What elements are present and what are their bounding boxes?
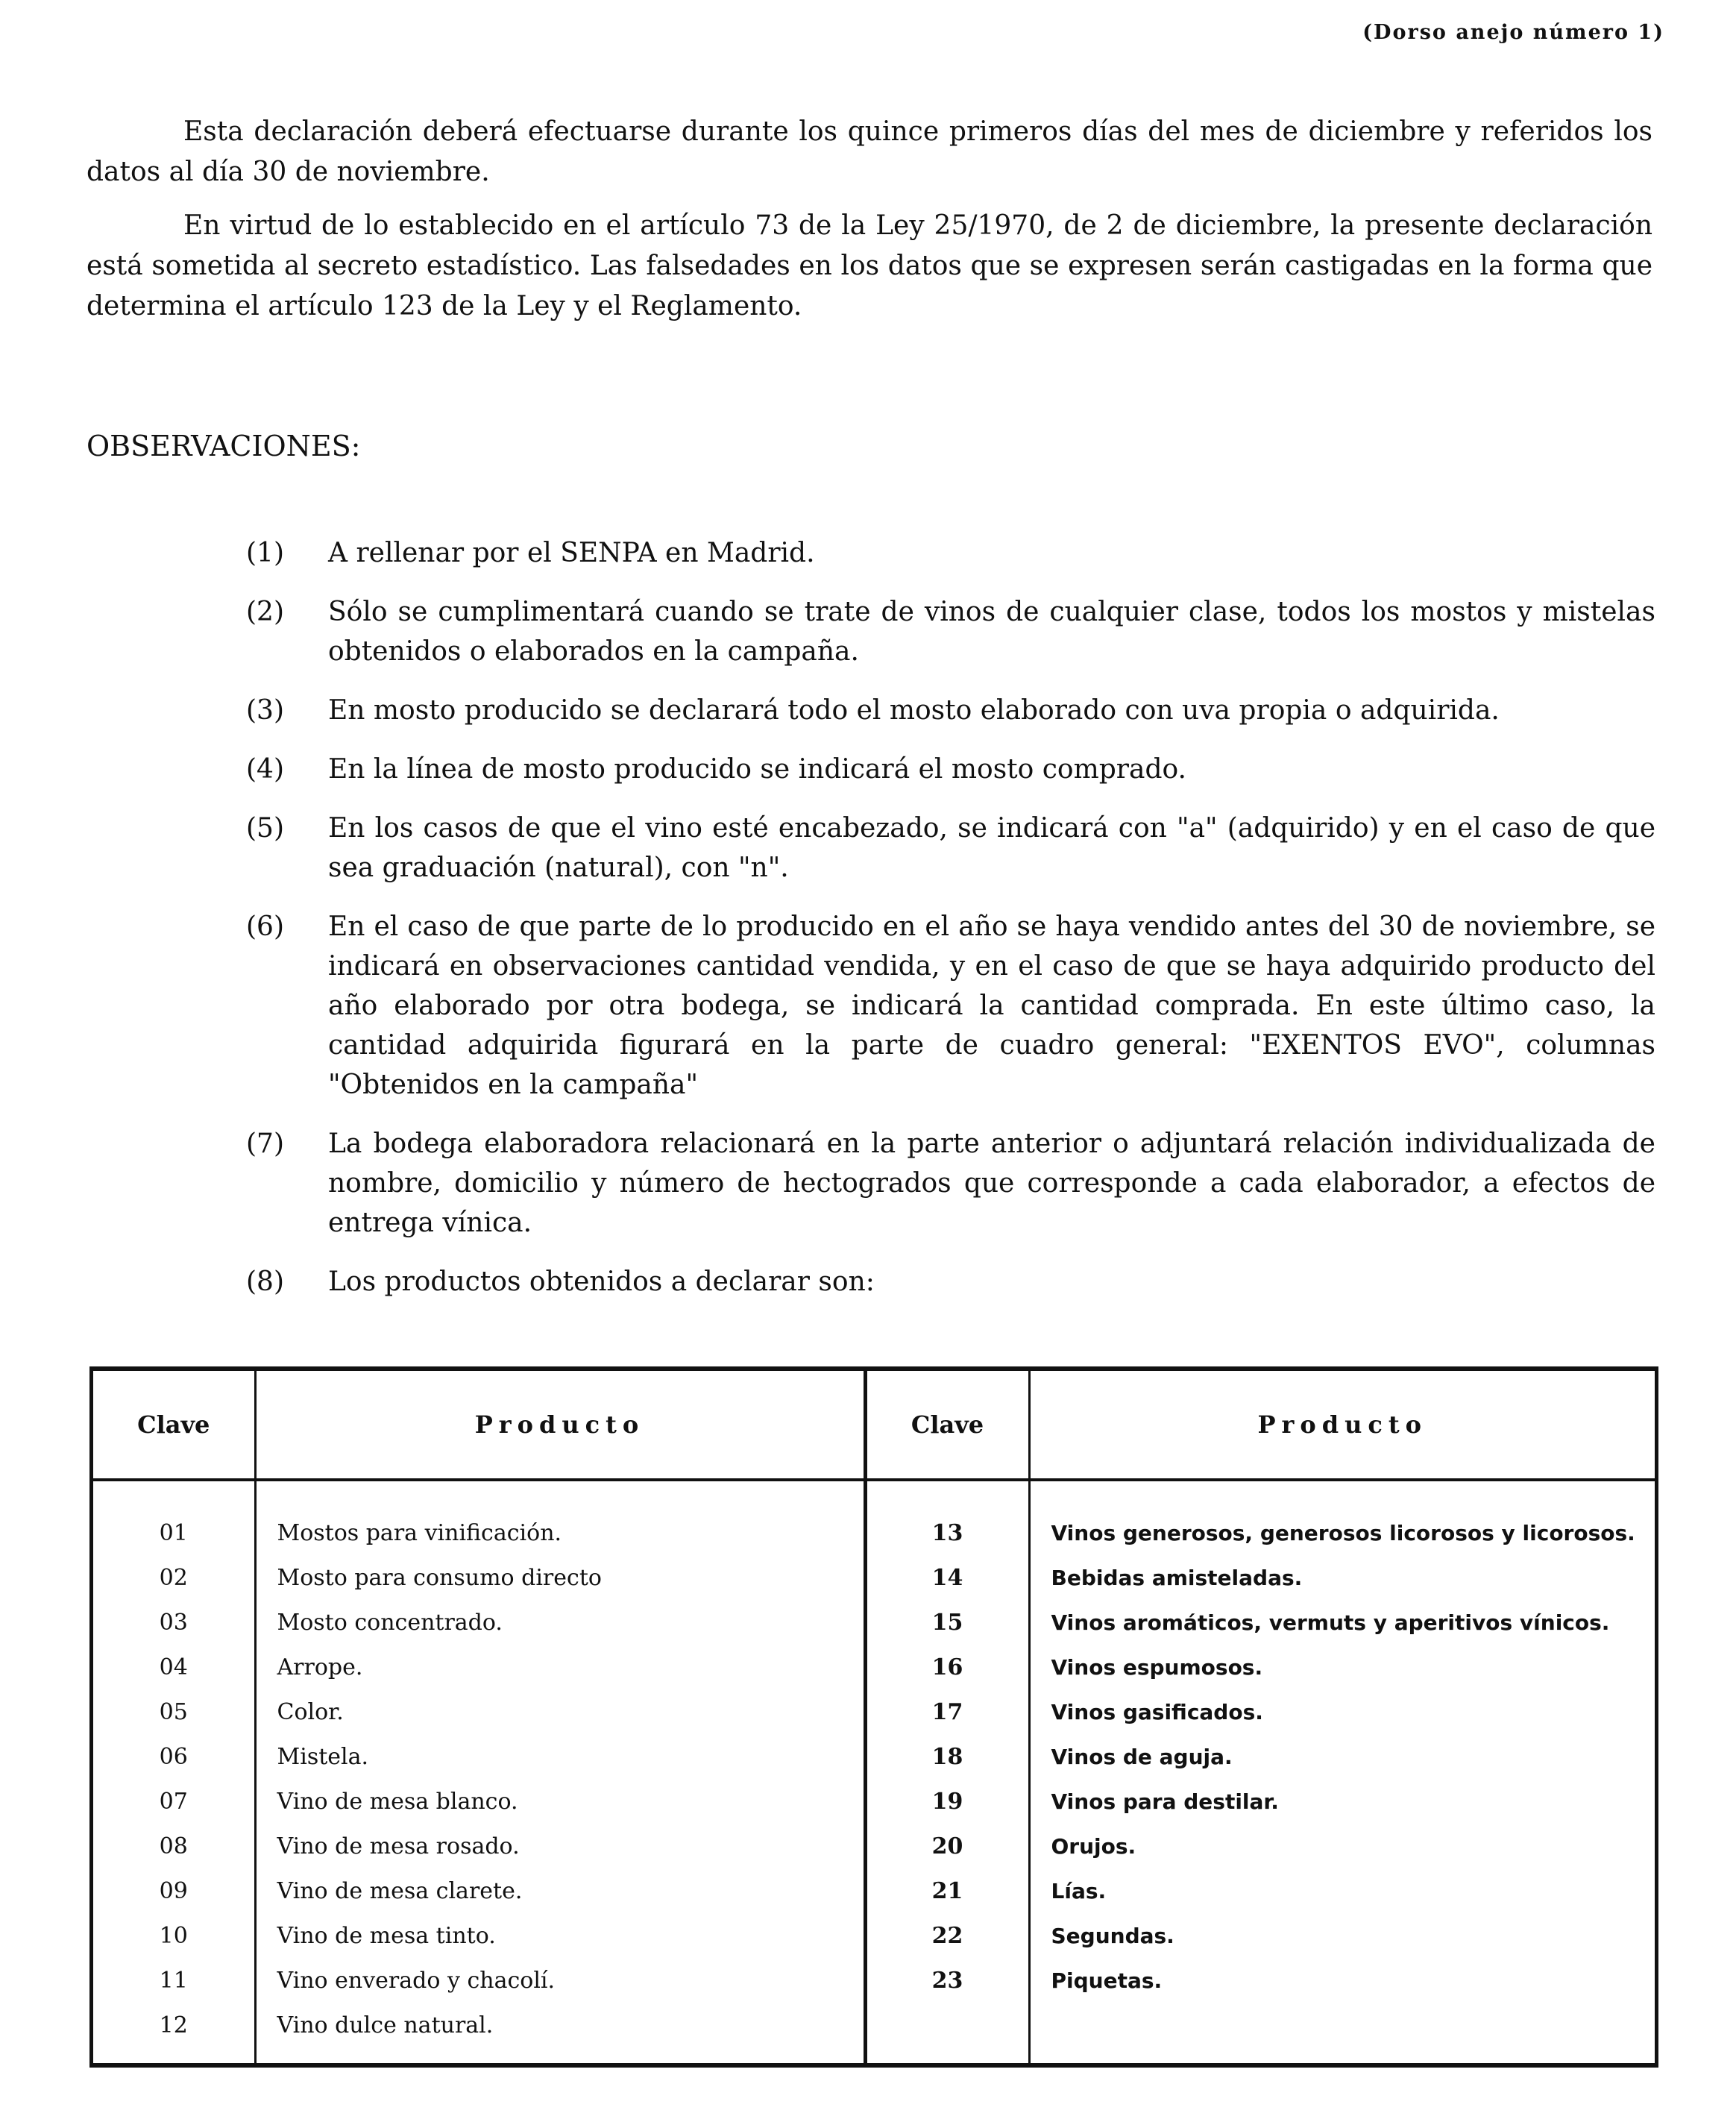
note-number: (4) [246, 754, 284, 785]
clave-cell: 21 [931, 1878, 963, 1904]
producto-cell: Orujos. [1051, 1834, 1136, 1859]
clave-cell: 05 [159, 1699, 188, 1725]
note-text: Los productos obtenidos a declarar son: [328, 1266, 875, 1297]
producto-column-right [1029, 1480, 1655, 2063]
clave-cell: 07 [159, 1789, 188, 1815]
note-text: La bodega elaboradora relacionará en la parte anterior o adjuntará relación individualizada de nombre, domicilio y número de hectogrados que corresponde a cada elaborador, a efectos de entrega vínica. [328, 1129, 1655, 1238]
clave-cell: 01 [159, 1520, 188, 1546]
producto-cell: Mosto concentrado. [277, 1610, 503, 1636]
producto-cell: Mistela. [277, 1744, 369, 1770]
observaciones-list [246, 533, 1655, 1321]
note-text: A rellenar por el SENPA en Madrid. [328, 538, 815, 568]
note-text: En la línea de mosto producido se indicará el mosto comprado. [328, 754, 1186, 785]
note-number: (2) [246, 597, 284, 627]
note-number: (6) [246, 911, 284, 942]
note-item [246, 1262, 1655, 1302]
note-number: (3) [246, 695, 284, 726]
clave-cell: 13 [931, 1520, 963, 1546]
producto-cell: Color. [277, 1699, 344, 1725]
producto-column-left [255, 1480, 865, 2063]
producto-cell: Vino dulce natural. [277, 2012, 494, 2038]
clave-cell: 09 [159, 1878, 188, 1904]
clave-cell: 20 [931, 1833, 963, 1859]
note-text: En los casos de que el vino esté encabezado, se indicará con "a" (adquirido) y en el caso de que sea graduación (natural), con "n". [328, 813, 1655, 883]
producto-cell: Mostos para vinificación. [277, 1520, 562, 1546]
clave-cell: 14 [931, 1565, 963, 1591]
producto-cell: Vinos generosos, generosos licorosos y licorosos. [1051, 1521, 1635, 1545]
note-text: En mosto producido se declarará todo el mosto elaborado con uva propia o adquirida. [328, 695, 1500, 726]
clave-cell: 19 [931, 1789, 963, 1815]
note-text: Sólo se cumplimentará cuando se trate de vinos de cualquier clase, todos los mostos y mistelas obtenidos o elaborados en la campaña. [328, 597, 1655, 667]
header-producto-left: Producto [255, 1371, 865, 1480]
producto-cell: Arrope. [277, 1654, 363, 1680]
observaciones-title: OBSERVACIONES: [87, 430, 361, 462]
clave-cell: 16 [931, 1654, 963, 1680]
header-clave-right: Clave [865, 1371, 1029, 1480]
producto-cell: Piquetas. [1051, 1968, 1163, 1993]
producto-cell: Vinos espumosos. [1051, 1655, 1263, 1680]
note-item [246, 691, 1655, 730]
clave-cell: 06 [159, 1744, 188, 1770]
note-text: En el caso de que parte de lo producido en el año se haya vendido antes del 30 de noviembre, se indicará en observaciones cantidad vendida, y en el caso de que se haya adquirido producto del año elaborado por otra bodega, se indicará la cantidad comprada. En este último caso, la cantidad adquirida figurará en la parte de cuadro general: "EXENTOS EVO", columnas "Obtenidos en la campaña" [328, 911, 1655, 1100]
producto-cell: Bebidas amisteladas. [1051, 1566, 1303, 1590]
clave-cell: 08 [159, 1833, 188, 1859]
producto-cell: Vino de mesa tinto. [277, 1923, 496, 1949]
clave-cell: 22 [931, 1923, 963, 1949]
note-item [246, 907, 1655, 1105]
producto-cell: Vino de mesa blanco. [277, 1789, 518, 1815]
producto-cell: Lías. [1051, 1879, 1107, 1903]
clave-cell: 23 [931, 1968, 963, 1994]
clave-column-left [93, 1480, 255, 2063]
clave-cell: 11 [159, 1968, 188, 1994]
note-number: (8) [246, 1266, 284, 1297]
page-note: (Dorso anejo número 1) [1362, 21, 1664, 44]
producto-cell: Segundas. [1051, 1924, 1174, 1948]
producto-cell: Vinos para destilar. [1051, 1789, 1279, 1814]
products-table [89, 1366, 1658, 2068]
producto-cell: Vino de mesa rosado. [277, 1833, 520, 1859]
clave-cell: 15 [931, 1610, 963, 1636]
note-number: (5) [246, 813, 284, 844]
note-item [246, 750, 1655, 789]
clave-cell: 10 [159, 1923, 188, 1949]
producto-cell: Vinos de aguja. [1051, 1745, 1233, 1769]
producto-cell: Vino de mesa clarete. [277, 1878, 523, 1904]
clave-cell: 12 [159, 2012, 188, 2038]
clave-cell: 02 [159, 1565, 188, 1591]
note-item [246, 533, 1655, 573]
note-number: (7) [246, 1129, 284, 1159]
producto-cell: Vinos gasificados. [1051, 1700, 1263, 1724]
clave-column-right [865, 1480, 1029, 2063]
intro-paragraph-2: En virtud de lo establecido en el artículo 73 de la Ley 25/1970, de 2 de diciembre, la presente declaración está sometida al secreto estadístico. Las falsedades en los datos que se expresen serán castigadas en la forma que determina el artículo 123 de la Ley y el Reglamento. [87, 210, 1652, 321]
producto-cell: Vino enverado y chacolí. [277, 1968, 556, 1994]
clave-cell: 03 [159, 1610, 188, 1636]
producto-cell: Mosto para consumo directo [277, 1565, 602, 1591]
note-item [246, 1124, 1655, 1243]
note-number: (1) [246, 538, 284, 568]
clave-cell: 04 [159, 1654, 188, 1680]
producto-cell: Vinos aromáticos, vermuts y aperitivos vínicos. [1051, 1610, 1610, 1635]
clave-cell: 18 [931, 1744, 963, 1770]
header-producto-right: Producto [1029, 1371, 1655, 1480]
intro-paragraph-1: Esta declaración deberá efectuarse durante los quince primeros días del mes de diciembre y referidos los datos al día 30 de noviembre. [87, 116, 1652, 187]
header-clave-left: Clave [93, 1371, 255, 1480]
clave-cell: 17 [931, 1699, 963, 1725]
note-item [246, 592, 1655, 671]
note-item [246, 809, 1655, 888]
